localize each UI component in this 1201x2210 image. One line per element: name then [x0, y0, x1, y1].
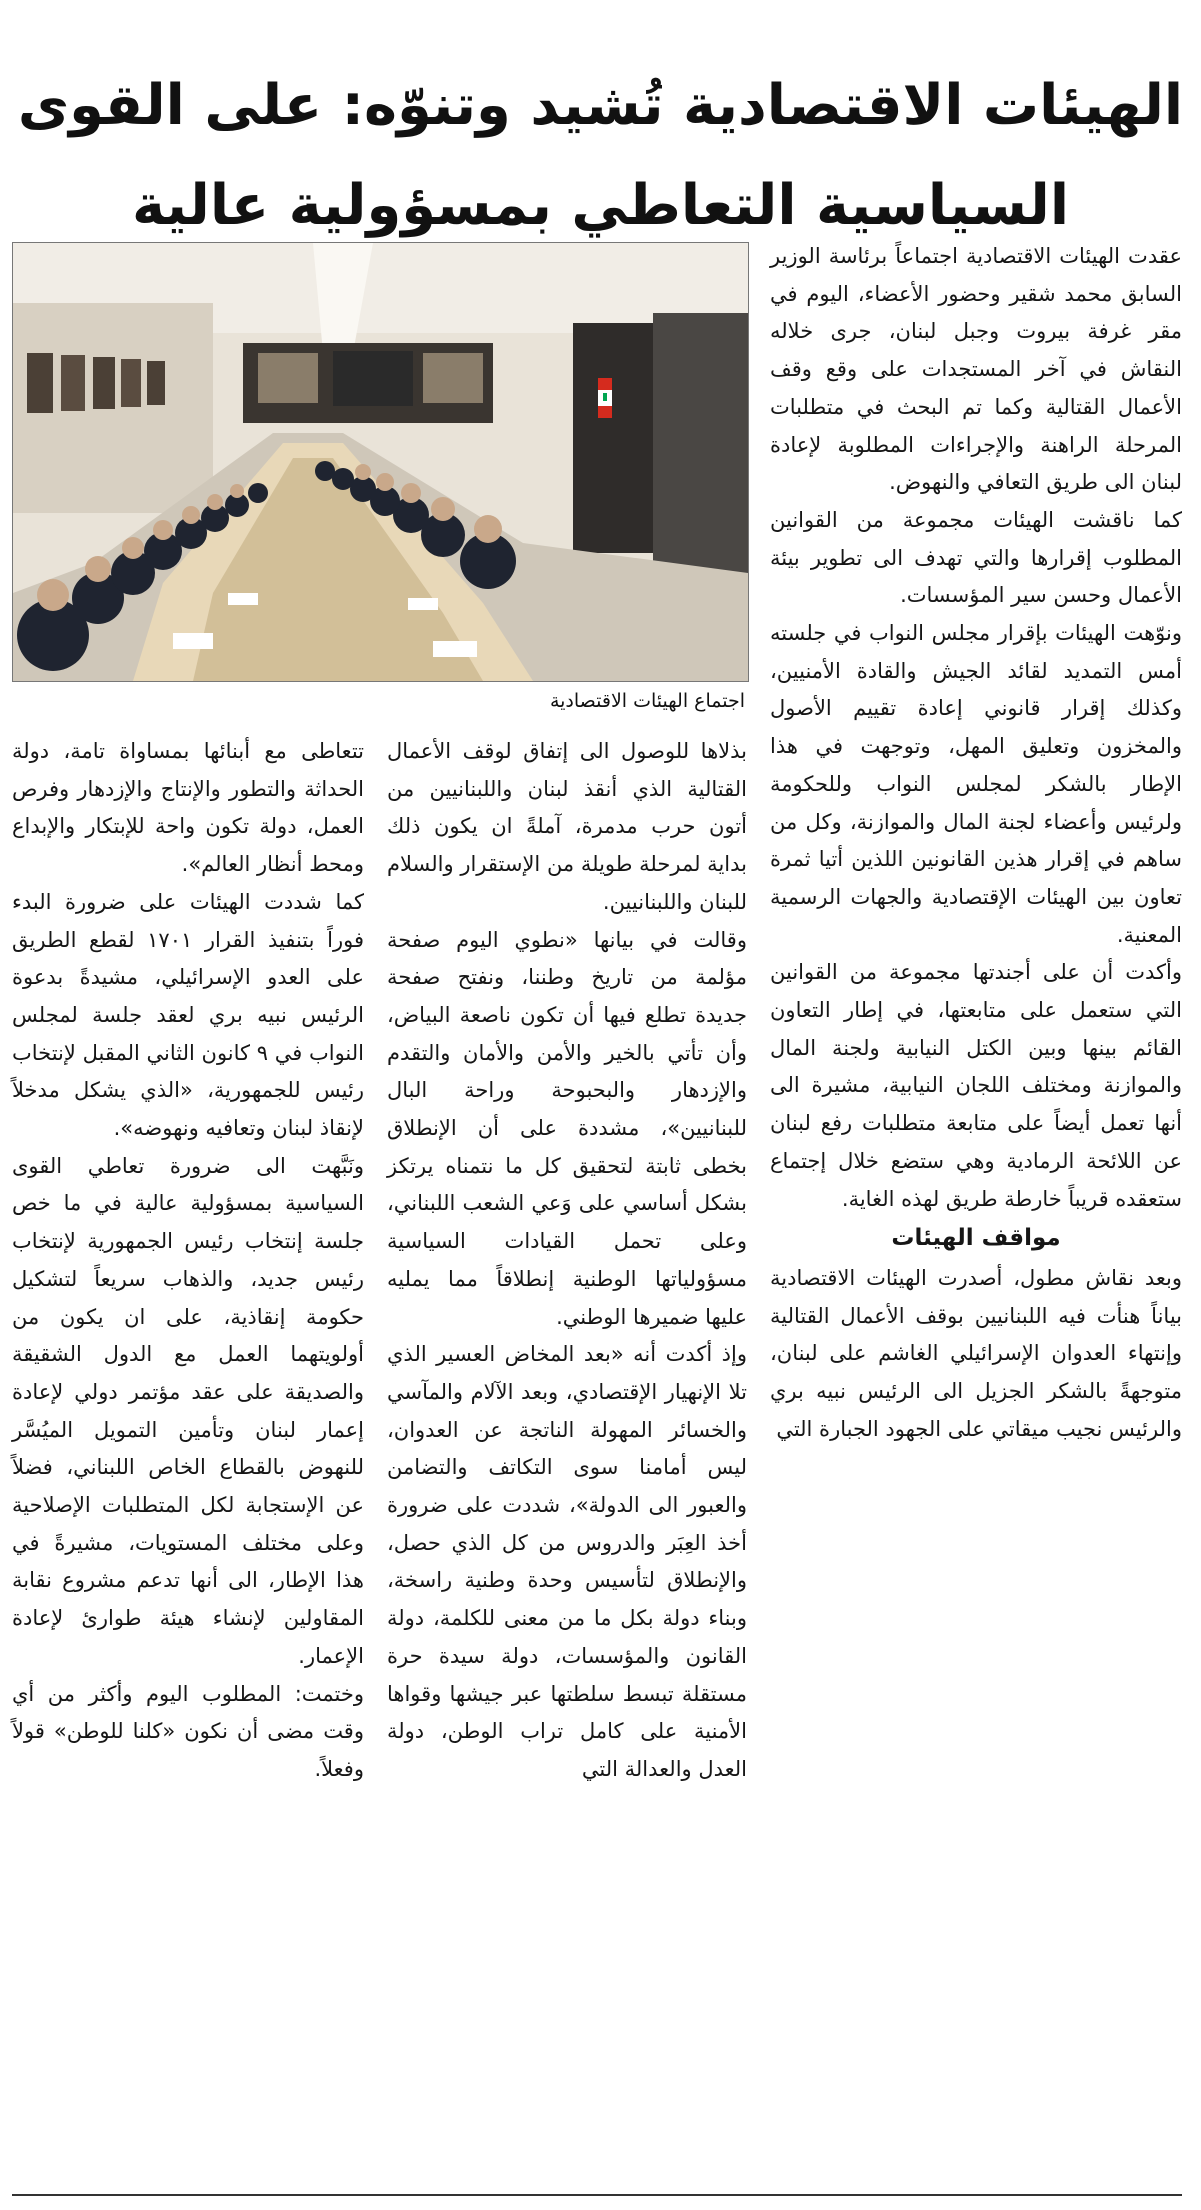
article-headline [10, 56, 1191, 256]
meeting-photo-illustration [13, 243, 748, 681]
bottom-divider [12, 2194, 1182, 2196]
article-column-middle [387, 733, 747, 1789]
article-paragraph: تتعاطى مع أبنائها بمساواة تامة، دولة الحداثة والتطور والإنتاج والإزدهار وفرص العمل، دولة تكون واحة للإبتكار والإبداع ومحط أنظار العالم». [12, 739, 364, 877]
article-column-right [770, 238, 1182, 1449]
article-paragraph: وإذ أكدت أنه «بعد المخاض العسير الذي تلا الإنهيار الإقتصادي، وبعد الآلام والمآسي والخسائر المهولة الناتجة عن العدوان، ليس أمامنا سوى التكاتف والتضامن والعبور الى الدولة»، شددت على ضرورة أخذ العِبَر والدروس من كل الذي حصل، والإنطلاق لتأسيس وحدة وطنية راسخة، وبناء دولة بكل ما من معنى للكلمة، دولة القانون والمؤسسات، دولة سيدة حرة مستقلة تبسط سلطتها عبر جيشها وقواها الأمنية على كامل تراب الوطن، دولة العدل والعدالة التي [387, 1342, 747, 1781]
article-paragraph: وقالت في بيانها «نطوي اليوم صفحة مؤلمة من تاريخ وطننا، ونفتح صفحة جديدة تطلع فيها أن تكون ناصعة البياض، وأن تأتي بالخير والأمن والأمان والتقدم والإزدهار والبحبوحة وراحة البال للبنانيين»، مشددة على أن الإنطلاق بخطى ثابتة لتحقيق كل ما نتمناه يرتكز بشكل أساسي على وَعي الشعب اللبناني، وعلى تحمل القيادات السياسية مسؤولياتها الوطنية إنطلاقاً مما يمليه عليها ضميرها الوطني. [387, 927, 747, 1329]
article-paragraph: كما شددت الهيئات على ضرورة البدء فوراً بتنفيذ القرار ١٧٠١ لقطع الطريق على العدو الإسرائيلي، مشيدةً بدعوة الرئيس نبيه بري لعقد جلسة لمجلس النواب في ٩ كانون الثاني المقبل لإنتخاب رئيس للجمهورية، «الذي يشكل مدخلاً لإنقاذ لبنان وتعافيه ونهوضه». [12, 889, 364, 1141]
article-paragraph: كما ناقشت الهيئات مجموعة من القوانين المطلوب إقرارها والتي تهدف الى تطوير بيئة الأعمال وحسن سير المؤسسات. [770, 507, 1182, 608]
article-paragraph: عقدت الهيئات الاقتصادية اجتماعاً برئاسة الوزير السابق محمد شقير وحضور الأعضاء، اليوم في مقر غرفة بيروت وجبل لبنان، جرى خلاله النقاش في آخر المستجدات على وقع وقف الأعمال القتالية وكما تم البحث في متطلبات المرحلة الراهنة والإجراءات المطلوبة لإعادة لبنان الى طريق التعافي والنهوض. [770, 244, 1182, 495]
article-paragraph: وختمت: المطلوب اليوم وأكثر من أي وقت مضى أن نكون «كلنا للوطن» قولاً وفعلاً. [12, 1681, 364, 1781]
article-paragraph: وأكدت أن على أجندتها مجموعة من القوانين التي ستعمل على متابعتها، في إطار التعاون القائم بينها وبين الكتل النيابية ولجنة المال والموازنة ومختلف اللجان النيابية، مشيرة الى أنها تعمل أيضاً على متابعة متطلبات رفع لبنان عن اللائحة الرمادية وهي ستضع خلال إجتماع ستعقده قريباً خارطة طريق لهذه الغاية. [770, 960, 1182, 1211]
article-paragraph: ونوّهت الهيئات بإقرار مجلس النواب في جلسته أمس التمديد لقائد الجيش والقادة الأمنيين، وكذلك إقرار قانوني إعادة تقييم الأصول والمخزون وتعليق المهل، وتوجهت في هذا الإطار بالشكر لمجلس النواب وللحكومة ولرئيس وأعضاء لجنة المال والموازنة، وكل من ساهم في إقرار هذين القانونين اللذين أتيا ثمرة تعاون بين الهيئات الإقتصادية والجهات الرسمية المعنية. [770, 621, 1182, 947]
photo-caption: اجتماع الهيئات الاقتصادية [549, 690, 745, 712]
article-paragraph: وبعد نقاش مطول، أصدرت الهيئات الاقتصادية بياناً هنأت فيه اللبنانيين بوقف الأعمال القتالية وإنتهاء العدوان الإسرائيلي الغاشم على لبنان، متوجهةً بالشكر الجزيل الى الرئيس نبيه بري والرئيس نجيب ميقاتي على الجهود الجبارة التي [770, 1265, 1182, 1441]
article-column-left [12, 733, 364, 1789]
headline-line-1: الهيئات الاقتصادية تُشيد وتنوّه: على القوى [17, 72, 1184, 138]
article-subheading: مواقف الهيئات [891, 1225, 1061, 1252]
article-paragraph: بذلاها للوصول الى إتفاق لوقف الأعمال القتالية الذي أنقذ لبنان واللبنانيين من أتون حرب مدمرة، آملةً ان يكون ذلك بداية لمرحلة طويلة من الإستقرار والسلام للبنان واللبنانيين. [387, 739, 747, 914]
meeting-photo [12, 242, 749, 682]
article-paragraph: ونَبَّهت الى ضرورة تعاطي القوى السياسية بمسؤولية عالية في ما خص جلسة إنتخاب رئيس الجمهورية لإنتخاب رئيس جديد، والذهاب سريعاً لتشكيل حكومة إنقاذية، على ان يكون من أولويتهما العمل مع الدول الشقيقة والصديقة على عقد مؤتمر دولي لإعادة إعمار لبنان وتأمين التمويل الميُسَّر للنهوض بالقطاع الخاص اللبناني، فضلاً عن الإستجابة لكل المتطلبات الإصلاحية وعلى مختلف المستويات، مشيرةً في هذا الإطار، الى أنها تدعم مشروع نقابة المقاولين لإنشاء هيئة طوارئ لإعادة الإعمار. [12, 1153, 364, 1668]
headline-line-2: السياسية التعاطي بمسؤولية عالية [131, 172, 1070, 238]
